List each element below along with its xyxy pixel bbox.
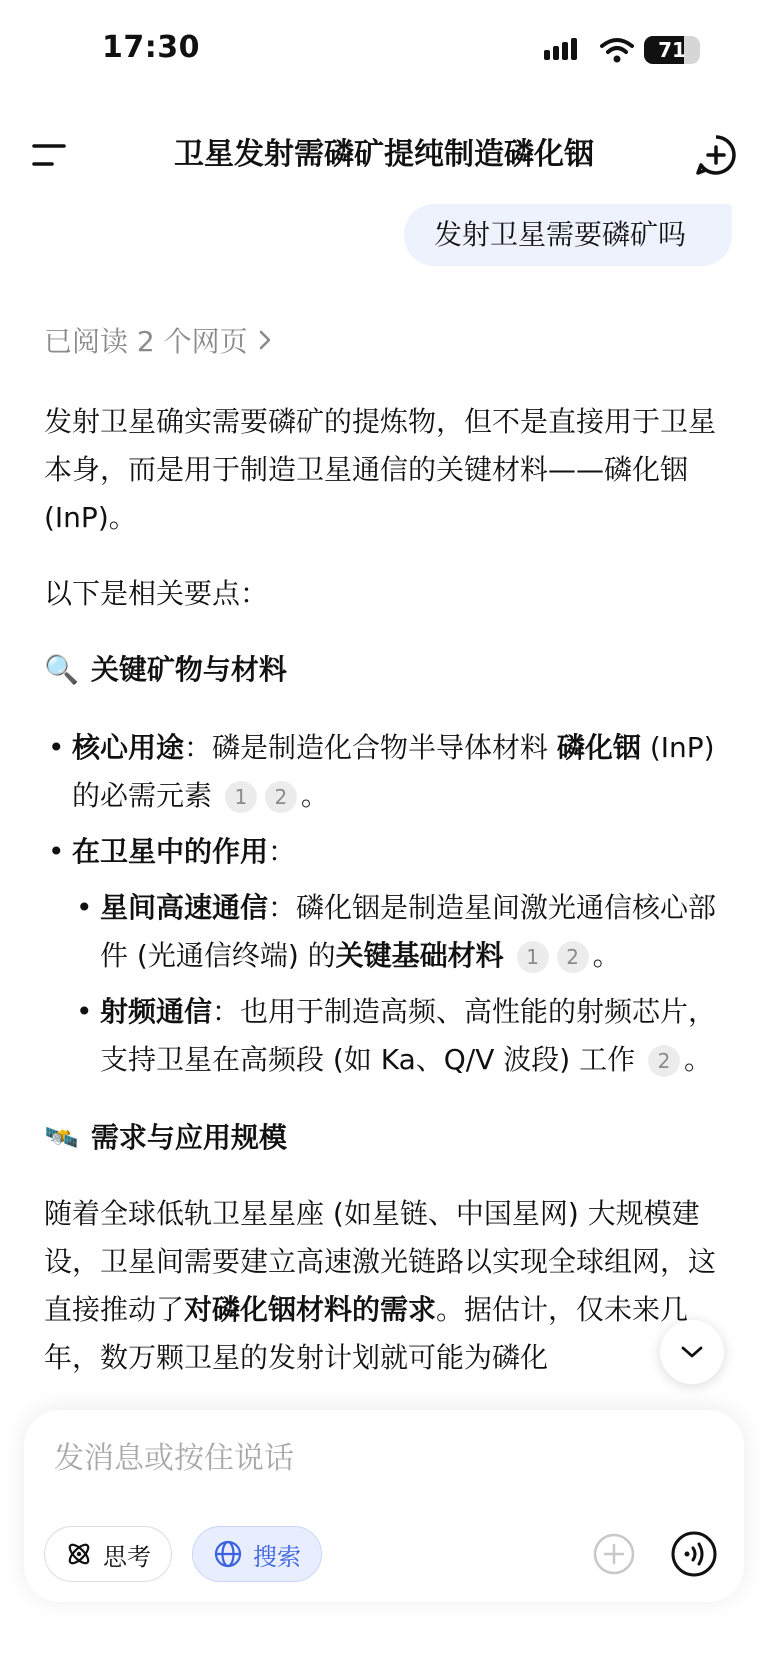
- battery-level: 71: [658, 38, 686, 62]
- section-title: 需求与应用规模: [90, 1121, 287, 1154]
- search-toggle-button[interactable]: [192, 1526, 322, 1582]
- assistant-answer: [44, 310, 724, 1382]
- scroll-to-bottom-button[interactable]: [660, 1320, 724, 1384]
- think-label: 思考: [103, 1542, 151, 1571]
- battery-icon: [644, 36, 700, 64]
- add-attachment-icon[interactable]: [592, 1532, 636, 1576]
- citation-badge[interactable]: 2: [557, 941, 589, 973]
- answer-intro: 发射卫星确实需要磷矿的提炼物，但不是直接用于卫星本身，而是用于制造卫星通信的关键材料——磷化铟 (InP)。: [44, 405, 717, 534]
- list-item-laser-comm: • 星间高速通信：磷化铟是制造星间激光通信核心部件 (光通信终端) 的关键基础材料 1 2 。: [72, 884, 724, 980]
- cellular-signal-icon: [544, 38, 577, 60]
- wifi-icon: [600, 36, 634, 64]
- chevron-right-icon: [258, 329, 272, 351]
- voice-input-icon[interactable]: [670, 1530, 718, 1578]
- citation-badge[interactable]: 1: [225, 781, 257, 813]
- answer-demand-paragraph: 随着全球低轨卫星星座 (如星链、中国星网) 大规模建设，卫星间需要建立高速激光链路以实现全球组网，这直接推动了对磷化铟材料的需求。据估计，仅未来几年，数万颗卫星的发射计划就可能为磷化: [44, 1197, 717, 1374]
- think-toggle-button[interactable]: [44, 1526, 172, 1582]
- magnifier-icon: 🔍: [44, 653, 79, 686]
- citation-badge[interactable]: 2: [648, 1045, 680, 1077]
- new-chat-icon[interactable]: [694, 133, 738, 177]
- list-item-core-use: • 核心用途：磷是制造化合物半导体材料 磷化铟 (InP) 的必需元素 1 2 。: [44, 724, 724, 820]
- chevron-down-icon: [680, 1345, 704, 1359]
- conversation-title: 卫星发射需磷矿提纯制造磷化铟: [174, 137, 594, 172]
- message-input[interactable]: [54, 1434, 694, 1482]
- status-bar: [0, 0, 768, 100]
- search-label: 搜索: [253, 1542, 301, 1571]
- section-title: 关键矿物与材料: [90, 653, 287, 686]
- satellite-icon: 🛰️: [44, 1121, 79, 1154]
- sources-label: 已阅读 2 个网页: [44, 325, 248, 358]
- globe-icon: [213, 1539, 243, 1569]
- atom-icon: [65, 1540, 93, 1568]
- status-time: 17:30: [102, 30, 200, 65]
- menu-icon[interactable]: [30, 140, 70, 170]
- sources-read-link[interactable]: [44, 310, 724, 370]
- user-message-bubble[interactable]: 发射卫星需要磷矿吗: [404, 204, 732, 266]
- top-nav: [0, 115, 768, 195]
- message-composer: [24, 1410, 744, 1602]
- list-item-role: • 在卫星中的作用：: [44, 828, 724, 876]
- section-heading-materials: [44, 646, 724, 694]
- section-heading-demand: [44, 1114, 724, 1162]
- citation-badge[interactable]: 1: [517, 941, 549, 973]
- citation-badge[interactable]: 2: [265, 781, 297, 813]
- answer-lead: 以下是相关要点：: [44, 577, 269, 610]
- list-item-rf-comm: • 射频通信：也用于制造高频、高性能的射频芯片，支持卫星在高频段 (如 Ka、Q/V 波段) 工作 2 。: [72, 988, 724, 1084]
